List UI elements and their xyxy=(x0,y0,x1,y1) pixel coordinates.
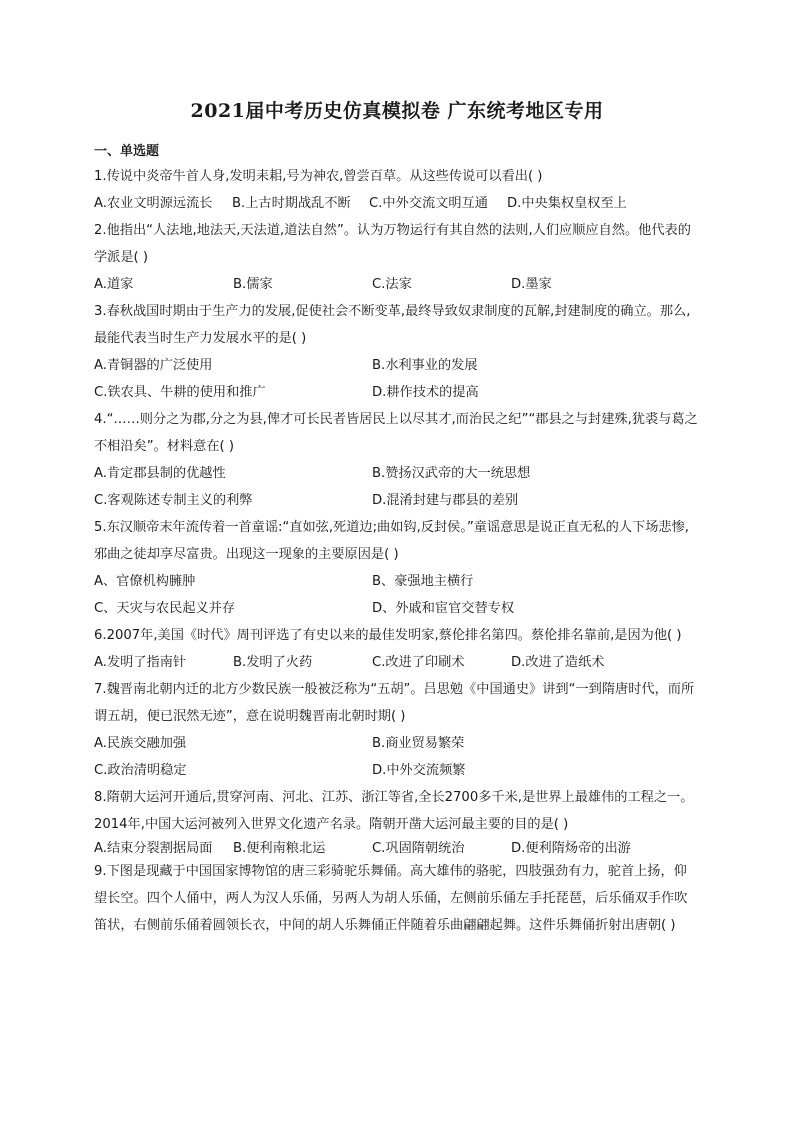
question-stem: 4.“……则分之为郡,分之为县,俾才可长民者皆居民上以尽其才,而治民之纪”“郡县之与封建殊,犹裘与葛之不相沿矣”。材料意在( ) xyxy=(94,412,698,454)
option-a[interactable]: A.发明了指南针 xyxy=(94,655,187,670)
option-b[interactable]: B.商业贸易繁荣 xyxy=(372,736,465,751)
question-stem: 6.2007年,美国《时代》周刊评选了有史以来的最佳发明家,蔡伦排名第四。蔡伦排名靠前,是因为他( ) xyxy=(94,628,682,643)
option-row xyxy=(94,487,699,514)
option-a[interactable]: A、官僚机构臃肿 xyxy=(94,574,196,589)
option-b[interactable]: B.赞扬汉武帝的大一统思想 xyxy=(372,466,531,481)
question-stem: 1.传说中炎帝牛首人身,发明耒耜,号为神农,曾尝百草。从这些传说可以看出( ) xyxy=(94,169,543,184)
option-d[interactable]: D.改进了造纸术 xyxy=(511,655,605,670)
option-d[interactable]: D.耕作技术的提高 xyxy=(372,385,479,400)
option-c[interactable]: C.法家 xyxy=(372,277,412,292)
option-c[interactable]: C.中外交流文明互通 xyxy=(369,196,488,211)
option-d[interactable]: D.中外交流频繁 xyxy=(372,763,466,778)
option-a[interactable]: A.肯定郡县制的优越性 xyxy=(94,466,226,481)
option-c[interactable]: C.政治清明稳定 xyxy=(94,763,187,778)
option-row xyxy=(94,460,699,487)
question-stem: 2.他指出“人法地,地法天,天法道,道法自然”。认为万物运行有其自然的法则,人们应顺应自然。他代表的学派是( ) xyxy=(94,223,691,265)
question-list xyxy=(94,142,699,939)
option-b[interactable]: B.便利南粮北运 xyxy=(233,841,326,856)
option-row xyxy=(94,568,699,595)
option-c[interactable]: C.巩固隋朝统治 xyxy=(372,841,465,856)
question-stem: 7.魏晋南北朝内迁的北方少数民族一般被泛称为“五胡”。吕思勉《中国通史》讲到“一到隋唐时代，而所谓五胡，便已泯然无迹”，意在说明魏晋南北朝时期( ) xyxy=(94,682,695,724)
option-d[interactable]: D.混淆封建与郡县的差别 xyxy=(372,493,519,508)
option-row xyxy=(94,757,699,784)
option-row xyxy=(94,379,699,406)
option-a[interactable]: A.民族交融加强 xyxy=(94,736,187,751)
option-row xyxy=(94,730,699,757)
option-a[interactable]: A.道家 xyxy=(94,277,134,292)
option-row xyxy=(94,190,699,217)
option-d[interactable]: D.便利隋炀帝的出游 xyxy=(511,841,631,856)
option-a[interactable]: A.农业文明源远流长 xyxy=(94,196,213,211)
option-d[interactable]: D、外戚和宦官交替专权 xyxy=(372,601,515,616)
option-b[interactable]: B.儒家 xyxy=(233,277,273,292)
question-stem: 9.下图是现藏于中国国家博物馆的唐三彩骑驼乐舞俑。高大雄伟的骆驼，四肢强劲有力，驼首上扬，仰望长空。四个人俑中，两人为汉人乐俑，另两人为胡人乐俑，左侧前乐俑左手托琵琶，后乐俑双手作吹笛状，右侧前乐俑着圆领长衣，中间的胡人乐舞俑正伴随着乐曲翩翩起舞。这件乐舞俑折射出唐朝( ) xyxy=(94,864,688,933)
option-b[interactable]: B.水利事业的发展 xyxy=(372,358,478,373)
option-row xyxy=(94,352,699,379)
option-b[interactable]: B、豪强地主横行 xyxy=(372,574,474,589)
option-c[interactable]: C.改进了印刷术 xyxy=(372,655,465,670)
option-a[interactable]: A.青铜器的广泛使用 xyxy=(94,358,213,373)
section-heading: 一、单选题 xyxy=(94,144,160,159)
option-b[interactable]: B.上古时期战乱不断 xyxy=(232,196,351,211)
question-stem: 5.东汉顺帝末年流传着一首童谣:“直如弦,死道边;曲如钩,反封侯。”童谣意思是说正直无私的人下场悲惨,邪曲之徒却享尽富贵。出现这一现象的主要原因是( ) xyxy=(94,520,689,562)
option-a[interactable]: A.结束分裂割据局面 xyxy=(94,841,213,856)
option-row xyxy=(94,840,699,858)
option-d[interactable]: D.墨家 xyxy=(511,277,552,292)
option-row xyxy=(94,271,699,298)
question-stem: 3.春秋战国时期由于生产力的发展,促使社会不断变革,最终导致奴隶制度的瓦解,封建制度的确立。那么,最能代表当时生产力发展水平的是( ) xyxy=(94,304,691,346)
option-row xyxy=(94,649,699,676)
option-d[interactable]: D.中央集权皇权至上 xyxy=(507,196,627,211)
option-row xyxy=(94,595,699,622)
page-title: 2021届中考历史仿真模拟卷 广东统考地区专用 xyxy=(190,100,604,122)
option-c[interactable]: C、天灾与农民起义并存 xyxy=(94,601,236,616)
option-c[interactable]: C.铁农具、牛耕的使用和推广 xyxy=(94,385,266,400)
option-c[interactable]: C.客观陈述专制主义的利弊 xyxy=(94,493,253,508)
option-b[interactable]: B.发明了火药 xyxy=(233,655,313,670)
question-stem: 8.隋朝大运河开通后,贯穿河南、河北、江苏、浙江等省,全长2700多千米,是世界上最雄伟的工程之一。2014年,中国大运河被列入世界文化遗产名录。隋朝开凿大运河最主要的目的是( ) xyxy=(94,790,694,832)
